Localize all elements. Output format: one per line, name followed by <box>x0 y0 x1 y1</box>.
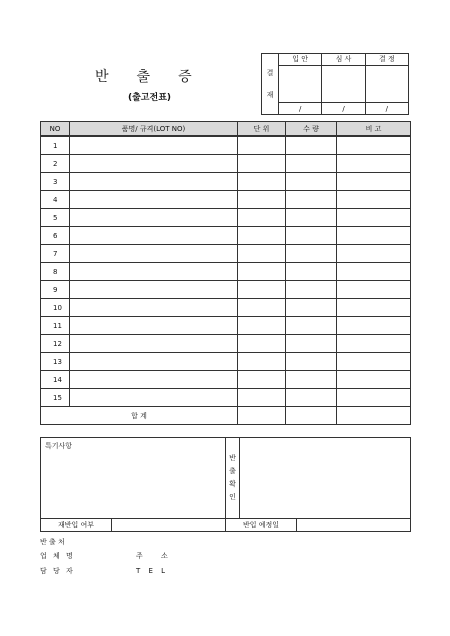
approval-date-draft[interactable]: / <box>279 103 322 115</box>
row-qty[interactable] <box>286 353 337 371</box>
table-row <box>41 263 411 281</box>
table-row <box>41 371 411 389</box>
row-note[interactable] <box>337 335 411 353</box>
row-qty[interactable] <box>286 245 337 263</box>
header-unit: 단 위 <box>238 122 286 137</box>
confirm-char: 인 <box>229 493 236 501</box>
footer-company-row <box>40 551 176 561</box>
row-qty[interactable] <box>286 335 337 353</box>
row-item[interactable] <box>70 353 238 371</box>
manager-label: 담 당 자 <box>40 567 75 575</box>
company-label: 업 체 명 <box>40 552 75 560</box>
table-row <box>41 299 411 317</box>
row-no: 13 <box>41 353 70 371</box>
row-no: 6 <box>41 227 70 245</box>
row-item[interactable] <box>70 209 238 227</box>
document-title <box>95 66 215 86</box>
row-no: 8 <box>41 263 70 281</box>
row-item[interactable] <box>70 136 238 155</box>
row-unit[interactable] <box>238 227 286 245</box>
row-qty[interactable] <box>286 281 337 299</box>
row-note[interactable] <box>337 245 411 263</box>
row-note[interactable] <box>337 263 411 281</box>
row-no: 11 <box>41 317 70 335</box>
approval-col-decision: 결 정 <box>365 54 408 66</box>
confirm-char: 확 <box>229 480 236 488</box>
row-note[interactable] <box>337 173 411 191</box>
row-unit[interactable] <box>238 299 286 317</box>
confirm-box[interactable] <box>240 438 411 519</box>
items-table <box>40 121 411 425</box>
row-item[interactable] <box>70 263 238 281</box>
approval-sign-decision[interactable] <box>365 65 408 102</box>
row-unit[interactable] <box>238 371 286 389</box>
row-qty[interactable] <box>286 209 337 227</box>
table-row <box>41 136 411 155</box>
header-item: 품명/ 규격(LOT NO) <box>70 122 238 137</box>
table-row <box>41 389 411 407</box>
table-row <box>41 155 411 173</box>
approval-side-label <box>262 54 279 115</box>
row-item[interactable] <box>70 245 238 263</box>
row-unit[interactable] <box>238 245 286 263</box>
row-item[interactable] <box>70 371 238 389</box>
row-no: 9 <box>41 281 70 299</box>
row-note[interactable] <box>337 281 411 299</box>
approval-col-draft: 입 안 <box>279 54 322 66</box>
tel-label: T E L <box>136 567 169 575</box>
row-unit[interactable] <box>238 155 286 173</box>
table-row <box>41 227 411 245</box>
approval-date-decision[interactable]: / <box>365 103 408 115</box>
return-date-label: 반입 예정일 <box>226 519 297 532</box>
total-qty[interactable] <box>286 407 337 425</box>
footer-destination <box>40 537 65 547</box>
row-unit[interactable] <box>238 136 286 155</box>
row-qty[interactable] <box>286 136 337 155</box>
row-item[interactable] <box>70 335 238 353</box>
row-no: 10 <box>41 299 70 317</box>
total-row <box>41 407 411 425</box>
return-date-value[interactable] <box>297 519 411 532</box>
row-unit[interactable] <box>238 335 286 353</box>
remarks-section <box>40 437 411 532</box>
header-qty: 수 량 <box>286 122 337 137</box>
table-row <box>41 209 411 227</box>
confirm-char: 출 <box>229 467 236 475</box>
table-row <box>41 191 411 209</box>
row-no: 5 <box>41 209 70 227</box>
row-qty[interactable] <box>286 155 337 173</box>
row-qty[interactable] <box>286 389 337 407</box>
approval-date-review[interactable]: / <box>322 103 365 115</box>
row-unit[interactable] <box>238 173 286 191</box>
table-row <box>41 281 411 299</box>
approval-side-char: 결 <box>266 69 274 77</box>
row-item[interactable] <box>70 299 238 317</box>
approval-col-review: 심 사 <box>322 54 365 66</box>
row-qty[interactable] <box>286 173 337 191</box>
row-note[interactable] <box>337 353 411 371</box>
row-unit[interactable] <box>238 389 286 407</box>
destination-label: 반 출 처 <box>40 538 65 546</box>
title-char: 출 <box>136 69 151 85</box>
row-no: 2 <box>41 155 70 173</box>
row-item[interactable] <box>70 173 238 191</box>
approval-box <box>261 53 409 115</box>
row-no: 1 <box>41 136 70 155</box>
row-qty[interactable] <box>286 191 337 209</box>
footer-manager-row <box>40 566 168 576</box>
row-qty[interactable] <box>286 227 337 245</box>
approval-sign-review[interactable] <box>322 65 365 102</box>
row-item[interactable] <box>70 191 238 209</box>
total-unit[interactable] <box>238 407 286 425</box>
row-note[interactable] <box>337 227 411 245</box>
total-note[interactable] <box>337 407 411 425</box>
confirm-label <box>226 438 240 519</box>
row-unit[interactable] <box>238 317 286 335</box>
row-item[interactable] <box>70 155 238 173</box>
row-note[interactable] <box>337 299 411 317</box>
table-row <box>41 245 411 263</box>
row-qty[interactable] <box>286 263 337 281</box>
header-no: NO <box>41 122 70 137</box>
row-qty[interactable] <box>286 371 337 389</box>
row-item[interactable] <box>70 281 238 299</box>
row-qty[interactable] <box>286 317 337 335</box>
row-item[interactable] <box>70 389 238 407</box>
row-unit[interactable] <box>238 191 286 209</box>
row-note[interactable] <box>337 389 411 407</box>
row-note[interactable] <box>337 371 411 389</box>
special-notes-label: 특기사항 <box>45 442 73 450</box>
row-no: 12 <box>41 335 70 353</box>
table-header-row <box>41 122 411 137</box>
table-row <box>41 173 411 191</box>
approval-sign-draft[interactable] <box>279 65 322 102</box>
table-row <box>41 317 411 335</box>
row-qty[interactable] <box>286 299 337 317</box>
row-note[interactable] <box>337 209 411 227</box>
row-note[interactable] <box>337 317 411 335</box>
table-row <box>41 353 411 371</box>
title-char: 증 <box>178 69 192 85</box>
row-unit[interactable] <box>238 281 286 299</box>
address-label: 주 소 <box>136 552 176 560</box>
return-label: 재반입 여부 <box>41 519 112 532</box>
row-no: 3 <box>41 173 70 191</box>
special-notes-box[interactable] <box>41 438 226 519</box>
row-unit[interactable] <box>238 209 286 227</box>
row-note[interactable] <box>337 155 411 173</box>
row-note[interactable] <box>337 191 411 209</box>
header-note: 비 고 <box>337 122 411 137</box>
title-char: 반 <box>95 69 109 85</box>
row-no: 7 <box>41 245 70 263</box>
approval-side-char: 재 <box>266 91 274 99</box>
return-value[interactable] <box>112 519 226 532</box>
total-label: 합 계 <box>41 407 238 425</box>
confirm-char: 반 <box>229 454 236 462</box>
document-subtitle: (출고전표) <box>128 93 172 103</box>
row-item[interactable] <box>70 227 238 245</box>
row-no: 4 <box>41 191 70 209</box>
row-no: 14 <box>41 371 70 389</box>
row-note[interactable] <box>337 136 411 155</box>
table-row <box>41 335 411 353</box>
row-item[interactable] <box>70 317 238 335</box>
row-no: 15 <box>41 389 70 407</box>
row-unit[interactable] <box>238 353 286 371</box>
row-unit[interactable] <box>238 263 286 281</box>
